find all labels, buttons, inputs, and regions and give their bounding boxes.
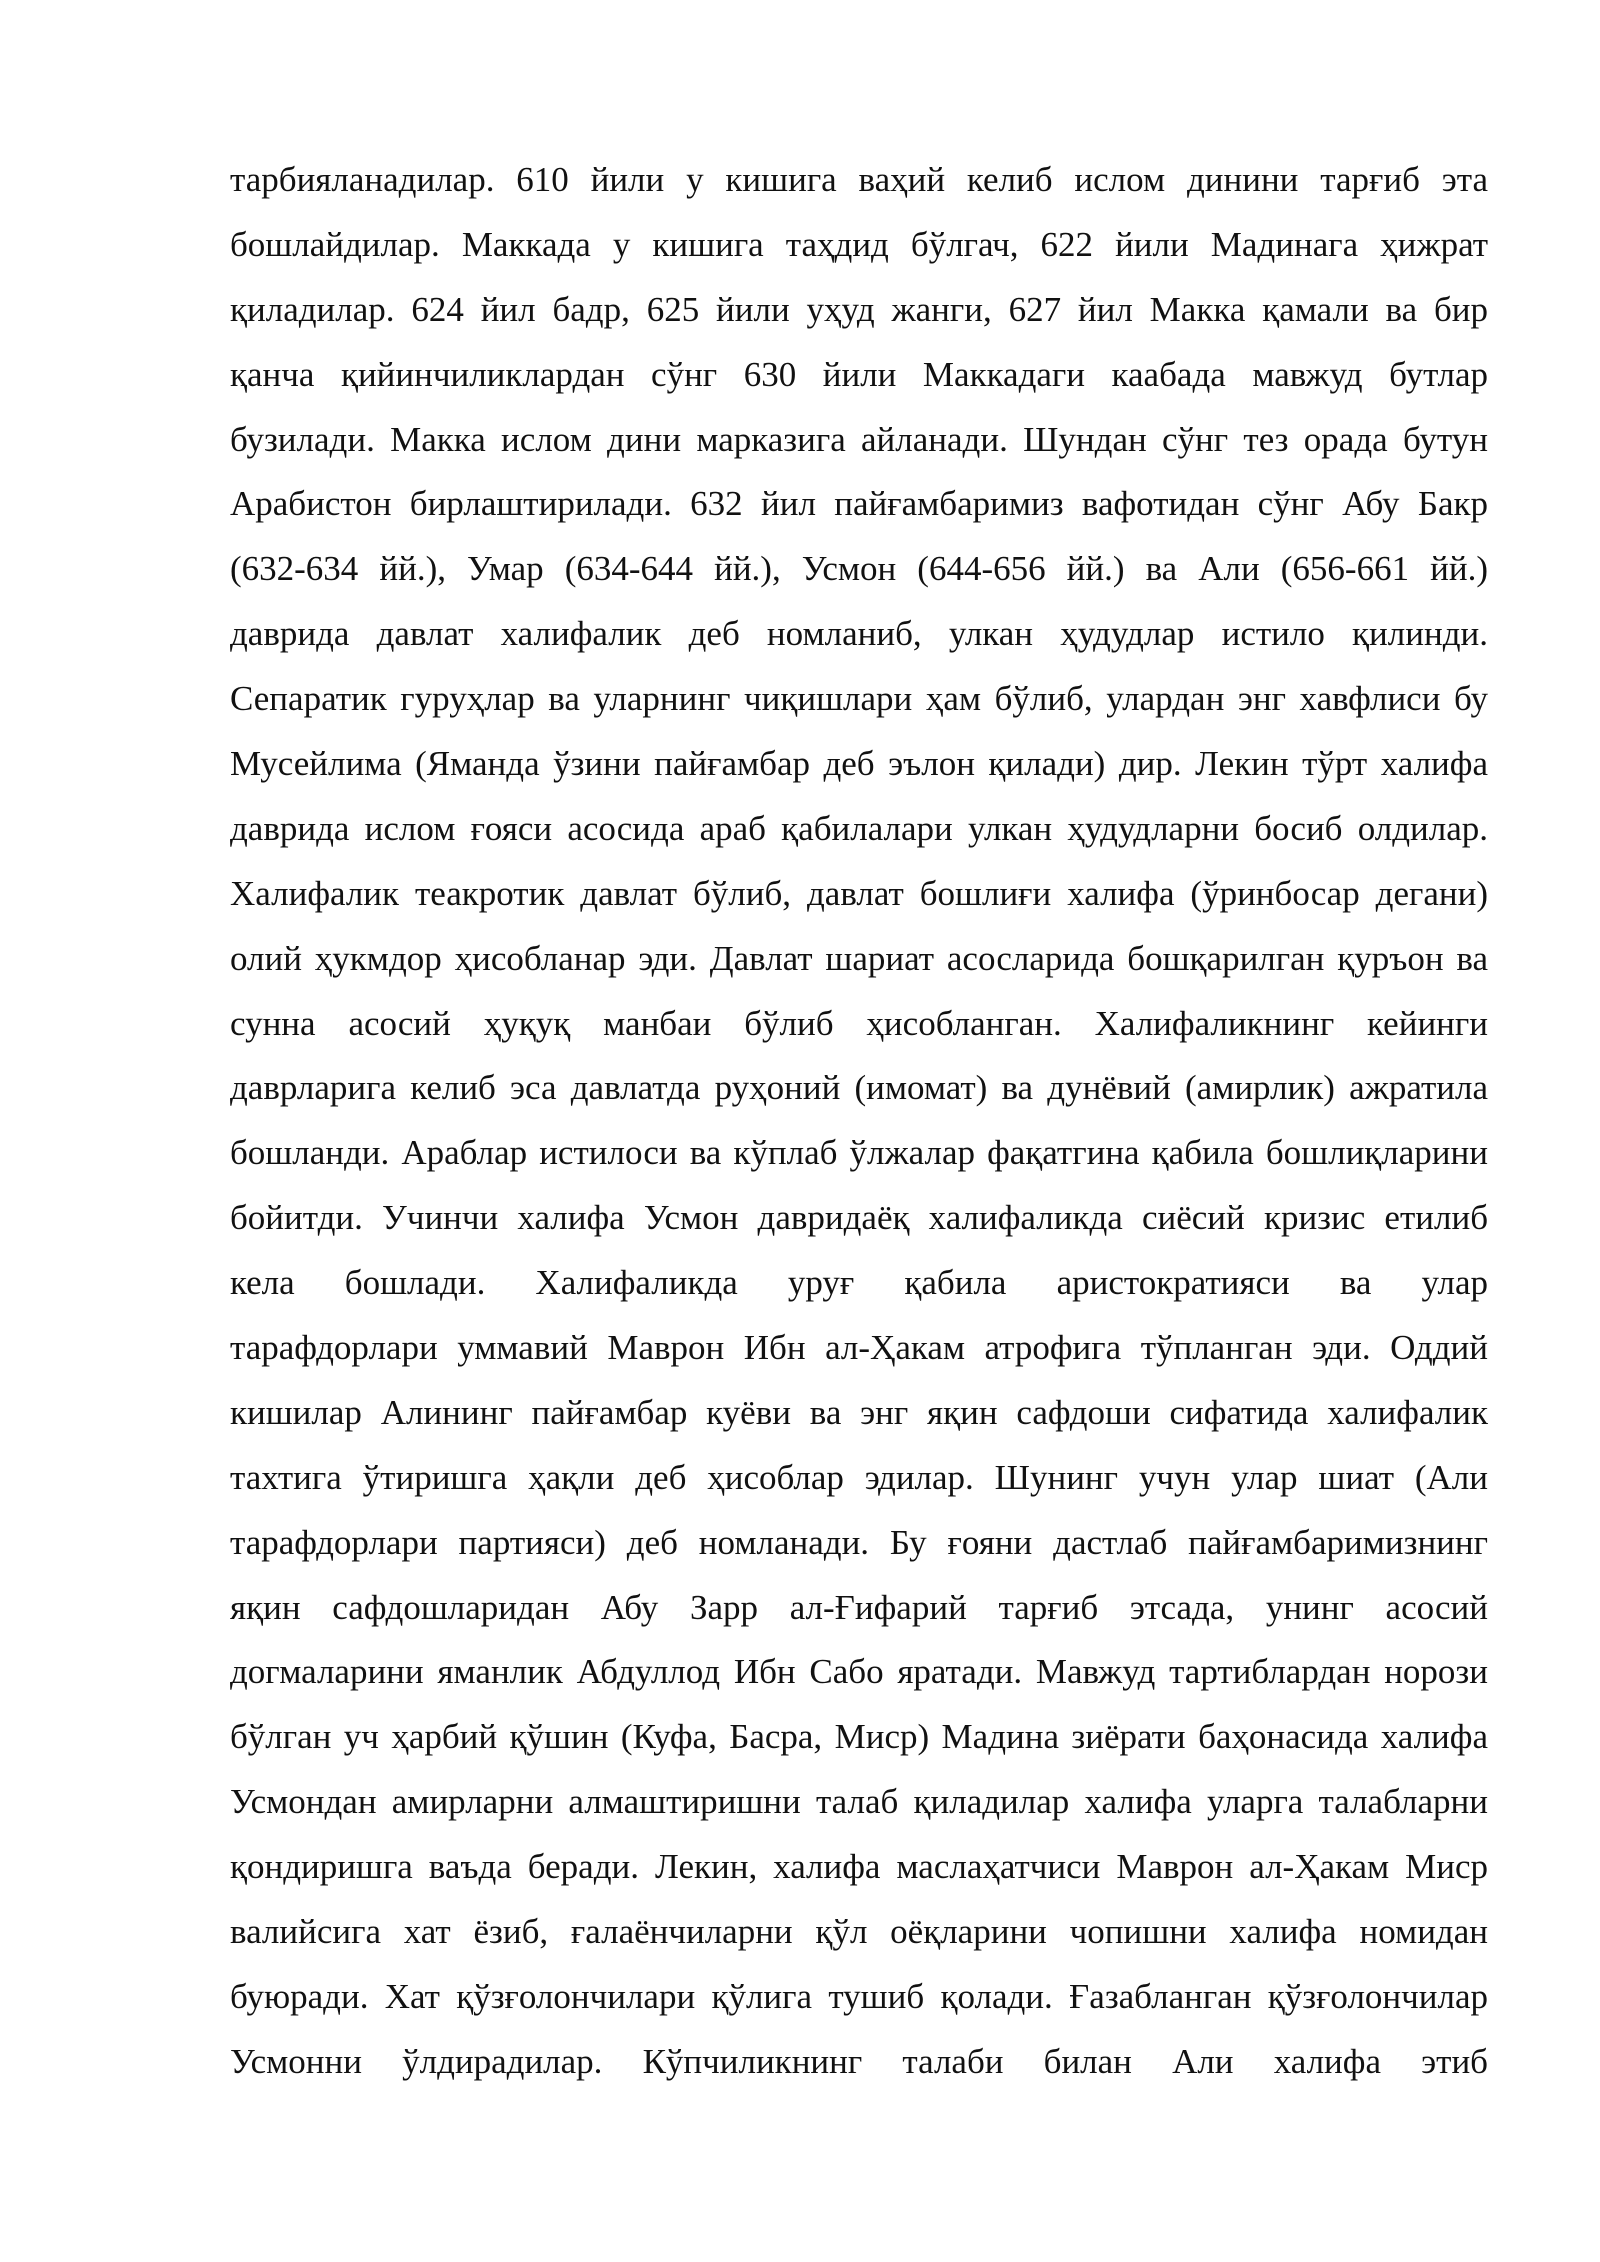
body-text [230,148,1488,2095]
text-line: бошлайдилар. Маккада у кишига таҳдид бўлгач, 622 йили Мадинага ҳижрат [230,224,1488,264]
text-line: тарафдорлари уммавий Маврон Ибн ал-Ҳакам атрофига тўпланган эди. Оддий [230,1328,1488,1368]
text-line: қиладилар. 624 йил бадр, 625 йили уҳуд жанги, 627 йил Макка қамали ва бир [230,289,1488,329]
text-line: валийсига хат ёзиб, ғалаёнчиларни қўл оёқларини чопишни халифа номидан [230,1912,1488,1952]
text-line: Мусейлима (Яманда ўзини пайғамбар деб эълон қилади) дир. Лекин тўрт халифа [230,744,1488,784]
text-line: кела бошлади. Халифаликда уруғ қабила аристократияси ва улар [230,1263,1488,1303]
text-line: кишилар Алининг пайғамбар куёви ва энг яқин сафдоши сифатида халифалик [230,1392,1488,1432]
text-line: яқин сафдошларидан Абу Зарр ал-Ғифарий тарғиб этсада, унинг асосий [230,1587,1488,1627]
text-line: қондиришга ваъда беради. Лекин, халифа маслаҳатчиси Маврон ал-Ҳакам Миср [230,1847,1488,1887]
text-line: буюради. Хат қўзғолончилари қўлига тушиб қолади. Ғазабланган қўзғолончилар [230,1976,1488,2016]
text-line: бошланди. Араблар истилоси ва кўплаб ўлжалар фақатгина қабила бошлиқларини [230,1133,1488,1173]
text-line: Сепаратик гуруҳлар ва уларнинг чиқишлари ҳам бўлиб, улардан энг хавфлиси бу [230,679,1488,719]
text-line: даврида ислом ғояси асосида араб қабилалари улкан ҳудудларни босиб олдилар. [230,808,1488,848]
text-line: бузилади. Макка ислом дини марказига айланади. Шундан сўнг тез орада бутун [230,419,1488,459]
text-line: тарбияланадилар. 610 йили у кишига ваҳий келиб ислом динини тарғиб эта [230,160,1488,199]
text-line: Усмонни ўлдирадилар. Кўпчиликнинг талаби билан Али халифа этиб [230,2041,1488,2081]
text-line: сунна асосий ҳуқуқ манбаи бўлиб ҳисобланган. Халифаликнинг кейинги [230,1003,1488,1043]
text-line: қанча қийинчиликлардан сўнг 630 йили Маккадаги каабада мавжуд бутлар [230,354,1488,394]
text-line: тахтига ўтиришга ҳақли деб ҳисоблар эдилар. Шунинг учун улар шиат (Али [230,1457,1488,1497]
text-line: олий ҳукмдор ҳисобланар эди. Давлат шариат асосларида бошқарилган қуръон ва [230,938,1488,978]
text-line: бойитди. Учинчи халифа Усмон давридаёқ халифаликда сиёсий кризис етилиб [230,1198,1488,1238]
text-line: Халифалик теакротик давлат бўлиб, давлат бошлиғи халифа (ўринбосар дегани) [230,873,1488,913]
text-line: даврида давлат халифалик деб номланиб, улкан ҳудудлар истило қилинди. [230,614,1488,654]
text-line: даврларига келиб эса давлатда руҳоний (имомат) ва дунёвий (амирлик) ажратила [230,1068,1488,1108]
text-line: тарафдорлари партияси) деб номланади. Бу ғояни дастлаб пайғамбаримизнинг [230,1522,1488,1562]
text-line: бўлган уч ҳарбий қўшин (Куфа, Басра, Миср) Мадина зиёрати баҳонасида халифа [230,1717,1488,1757]
text-line: (632-634 йй.), Умар (634-644 йй.), Усмон (644-656 йй.) ва Али (656-661 йй.) [230,549,1488,589]
text-line: Усмондан амирларни алмаштиришни талаб қиладилар халифа уларга талабларни [230,1782,1488,1822]
text-line: догмаларини яманлик Абдуллод Ибн Сабо яратади. Мавжуд тартиблардан норози [230,1652,1488,1692]
text-line: Арабистон бирлаштирилади. 632 йил пайғамбаримиз вафотидан сўнг Абу Бакр [230,484,1488,524]
